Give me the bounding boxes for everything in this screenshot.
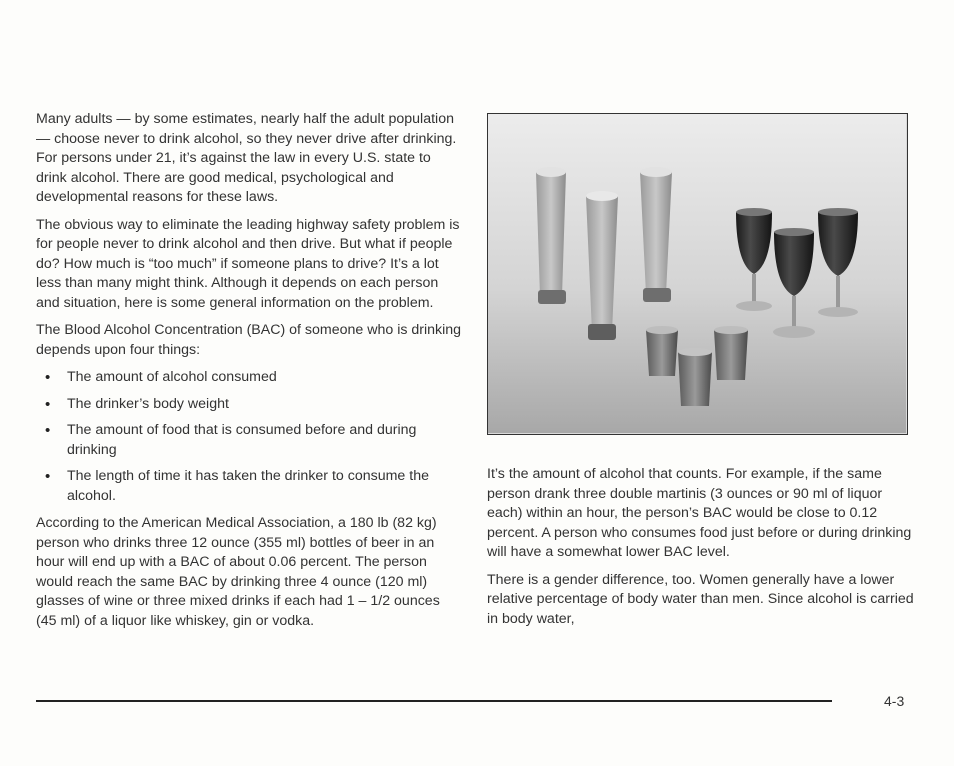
shot-glass bbox=[646, 326, 678, 376]
bac-factors-intro: The Blood Alcohol Concentration (BAC) of someone who is drinking depends upon four things: bbox=[36, 322, 462, 358]
gender-paragraph: There is a gender difference, too. Women generally have a lower relative percentage of body water than men. Since alcohol is carried in body water, bbox=[487, 571, 914, 627]
shot-glass bbox=[714, 326, 748, 380]
ama-paragraph: According to the American Medical Association, a 180 lb (82 kg) person who drinks three 12 ounce (355 ml) bottles of beer in an hour will end up with a BAC of about 0.06 percent. The person would reach the same BAC by drinking three 4 ounce (120 ml) glasses of wine or three mixed drinks if each had 1 – 1/2 ounces (45 ml) of a liquor like whiskey, gin or vodka. bbox=[36, 515, 440, 629]
list-item: • The drinker’s body weight bbox=[36, 395, 464, 415]
drinks-illustration bbox=[488, 114, 906, 433]
beer-glass bbox=[536, 167, 566, 304]
highway-safety-paragraph: The obvious way to eliminate the leading highway safety problem is for people never to drink alcohol and then drive. But what if people do? How much is “too much” if someone plans to drive? It’s a lot less than many might think. Although it depends on each person and situation, here is some general information on the problem. bbox=[36, 216, 460, 311]
list-item: • The amount of alcohol consumed bbox=[36, 368, 464, 388]
left-text-column bbox=[36, 110, 464, 639]
page-number: 4-3 bbox=[884, 693, 905, 709]
drinks-photo bbox=[487, 113, 908, 435]
intro-paragraph: Many adults — by some estimates, nearly half the adult population — choose never to drink alcohol, so they never drive after drinking. For persons under 21, it’s against the law in every U.S. state to drink alcohol. There are good medical, psychological and developmental reasons for these laws. bbox=[36, 111, 457, 205]
footer-rule bbox=[36, 700, 832, 702]
shot-glass bbox=[678, 348, 712, 406]
list-item: • The amount of food that is consumed before and during drinking bbox=[36, 421, 464, 460]
right-text-column bbox=[487, 465, 917, 637]
martini-paragraph: It’s the amount of alcohol that counts. For example, if the same person drank three double martinis (3 ounces or 90 ml of liquor each) within an hour, the person’s BAC would be close to 0.12 percent. A person who consumes food just before or during drinking will have a somewhat lower BAC level. bbox=[487, 466, 912, 560]
list-item: • The length of time it has taken the drinker to consume the alcohol. bbox=[36, 467, 464, 506]
bac-factors-list bbox=[36, 368, 464, 506]
